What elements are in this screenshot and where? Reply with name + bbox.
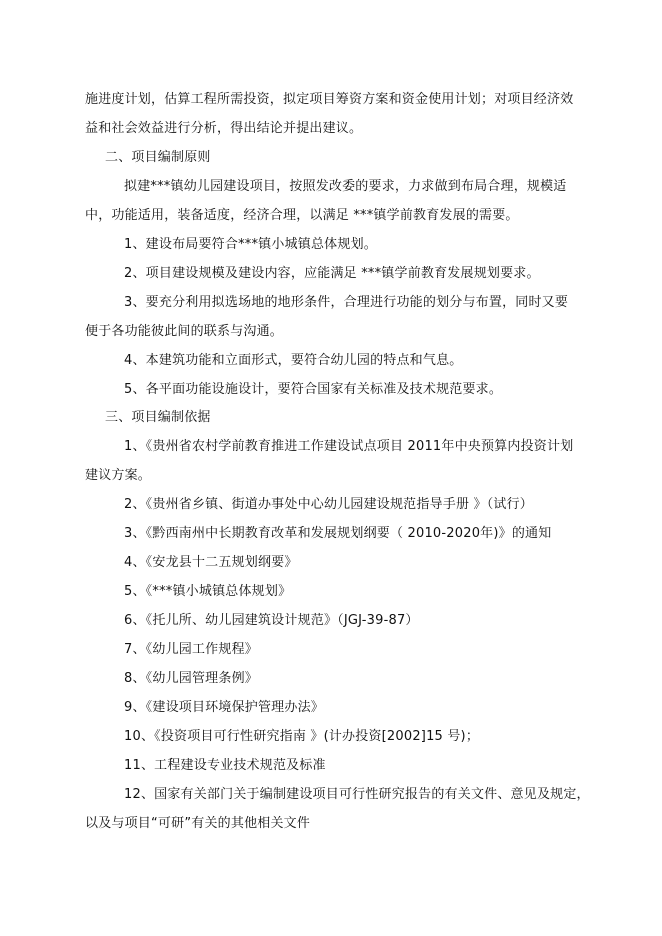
reference-item-continuation: 以及与项目“可研”有关的其他相关文件 bbox=[85, 816, 311, 831]
section-heading: 三、项目编制依据 bbox=[105, 410, 211, 425]
reference-item: 4、《安龙县十二五规划纲要》 bbox=[124, 555, 298, 570]
body-text-line: 施进度计划，估算工程所需投资，拟定项目筹资方案和资金使用计划；对项目经济效 bbox=[85, 92, 574, 107]
reference-item: 10、《投资项目可行性研究指南 》(计办投资[2002]15 号)； bbox=[124, 729, 480, 744]
reference-item: 2、《贵州省乡镇、街道办事处中心幼儿园建设规范指导手册 》（试行） bbox=[124, 497, 534, 512]
reference-item: 5、《***镇小城镇总体规划》 bbox=[124, 584, 292, 599]
list-item: 1、建设布局要符合***镇小城镇总体规划。 bbox=[124, 237, 377, 252]
reference-item: 11、工程建设专业技术规范及标准 bbox=[124, 758, 326, 773]
reference-item: 9、《建设项目环境保护管理办法》 bbox=[124, 700, 324, 715]
section-heading: 二、项目编制原则 bbox=[105, 150, 211, 165]
list-item: 3、要充分利用拟选场地的地形条件，合理进行功能的划分与布置，同时又要 bbox=[124, 295, 569, 310]
body-text-line: 拟建***镇幼儿园建设项目，按照发改委的要求，力求做到布局合理，规模适 bbox=[124, 179, 567, 194]
reference-item: 6、《托儿所、幼儿园建筑设计规范》（JGJ-39-87） bbox=[124, 613, 419, 628]
list-item-continuation: 便于各功能彼此间的联系与沟通。 bbox=[85, 324, 284, 339]
reference-item: 7、《幼儿园工作规程》 bbox=[124, 642, 258, 657]
list-item: 5、各平面功能设施设计，要符合国家有关标准及技术规范要求。 bbox=[124, 382, 503, 397]
reference-item-continuation: 建议方案。 bbox=[85, 468, 152, 483]
body-text-line: 益和社会效益进行分析，得出结论并提出建议。 bbox=[85, 121, 363, 136]
reference-item: 1、《贵州省农村学前教育推进工作建设试点项目 2011年中央预算内投资计划 bbox=[124, 439, 574, 454]
reference-item: 3、《黔西南州中长期教育改革和发展规划纲要（ 2010-2020年)》的通知 bbox=[124, 526, 552, 541]
body-text-line: 中，功能适用，装备适度，经济合理，以满足 ***镇学前教育发展的需要。 bbox=[85, 208, 519, 223]
reference-item: 12、国家有关部门关于编制建设项目可行性研究报告的有关文件、意见及规定， bbox=[124, 787, 590, 802]
list-item: 2、项目建设规模及建设内容，应能满足 ***镇学前教育发展规划要求。 bbox=[124, 266, 540, 281]
reference-item: 8、《幼儿园管理条例》 bbox=[124, 671, 258, 686]
list-item: 4、本建筑功能和立面形式，要符合幼儿园的特点和气息。 bbox=[124, 353, 463, 368]
